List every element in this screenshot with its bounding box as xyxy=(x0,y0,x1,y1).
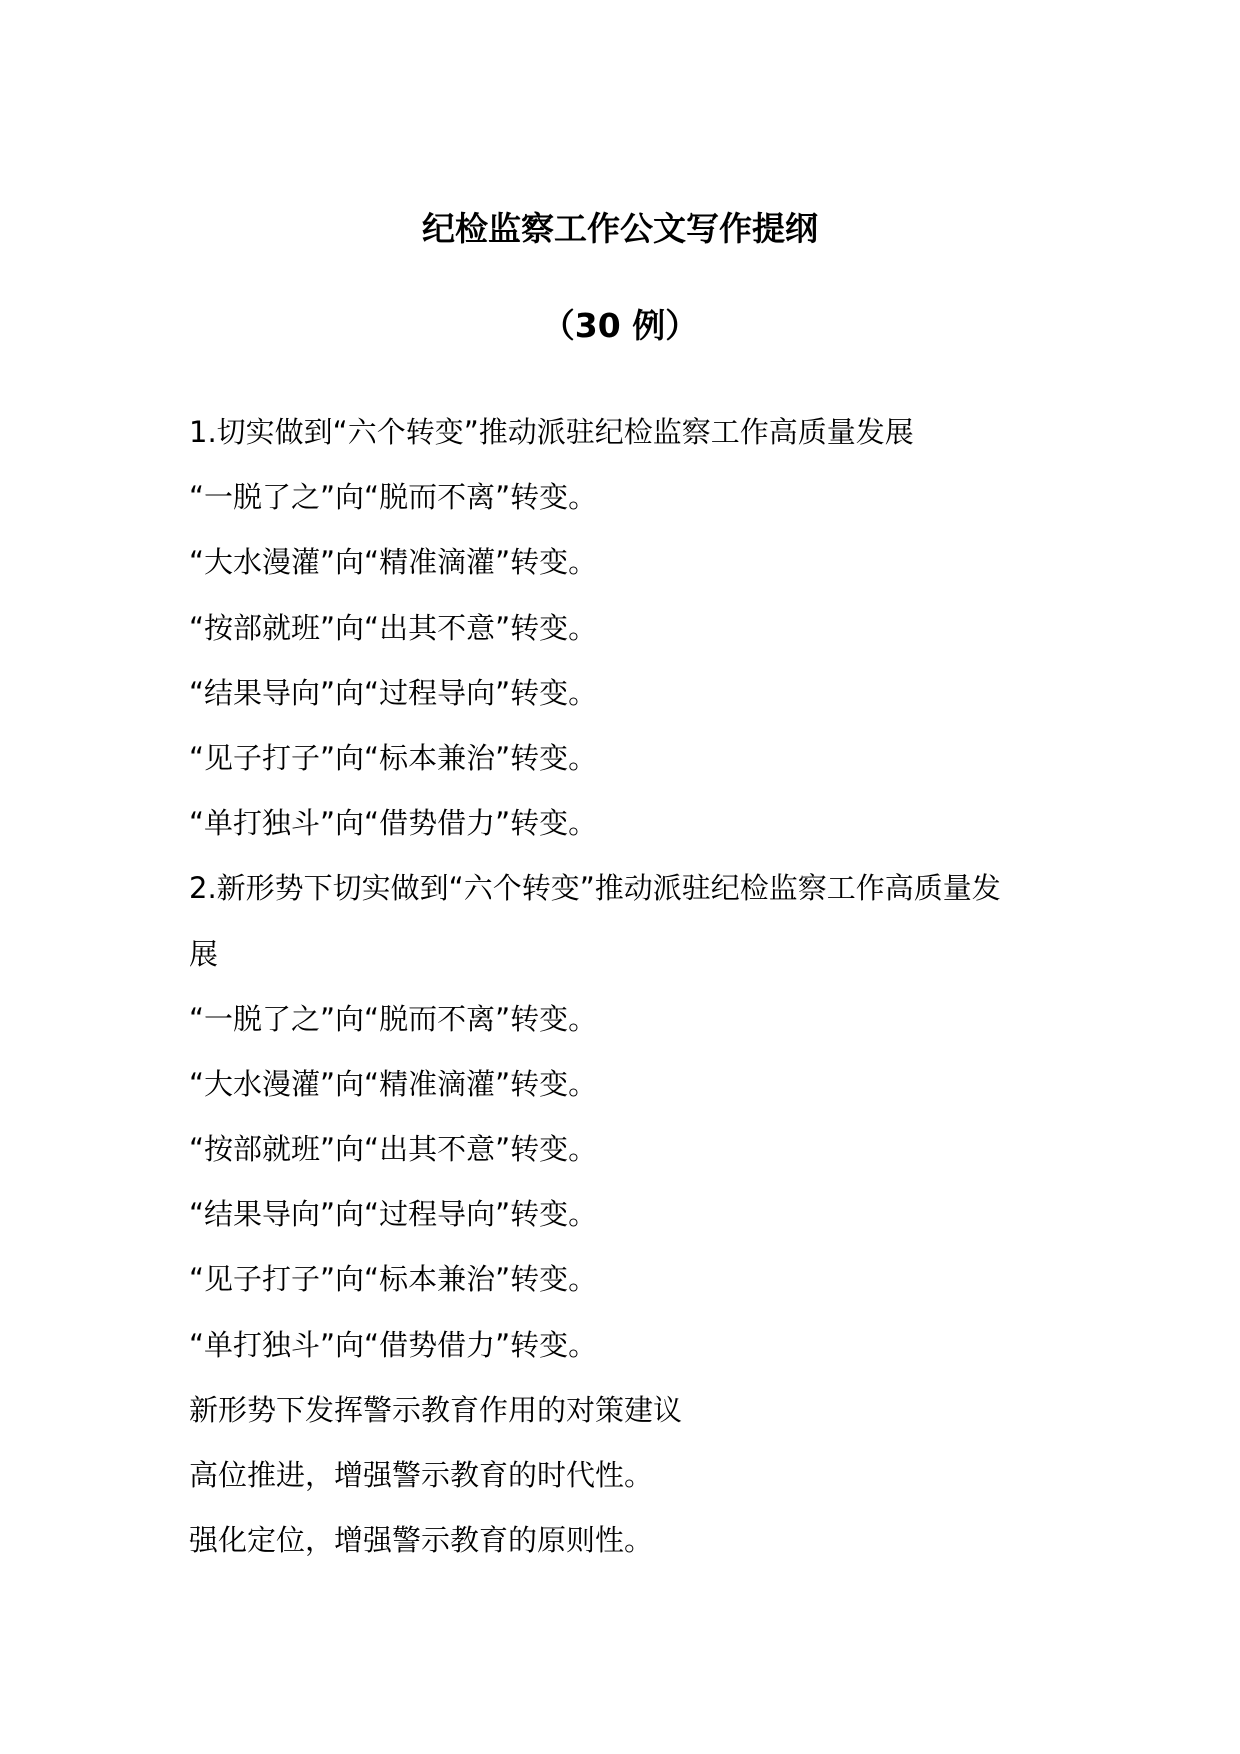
list-item: “见子打子”向“标本兼治”转变。 xyxy=(189,1262,598,1297)
document-title: 纪检监察工作公文写作提纲 xyxy=(422,209,818,248)
document-body xyxy=(189,400,1069,1573)
document-subtitle: （30 例） xyxy=(541,306,699,345)
list-item: “一脱了之”向“脱而不离”转变。 xyxy=(189,480,598,515)
list-item: 高位推进，增强警示教育的时代性。 xyxy=(189,1458,654,1492)
list-item: “单打独斗”向“借势借力”转变。 xyxy=(189,1327,598,1362)
list-item: 强化定位，增强警示教育的原则性。 xyxy=(189,1523,654,1558)
heading-item-2-continued: 展 xyxy=(189,936,219,971)
list-item: “大水漫灌”向“精准滴灌”转变。 xyxy=(189,545,598,580)
list-item: “结果导向”向“过程导向”转变。 xyxy=(189,675,598,710)
list-item: “结果导向”向“过程导向”转变。 xyxy=(189,1197,598,1232)
list-item: “见子打子”向“标本兼治”转变。 xyxy=(189,740,598,775)
list-item: “一脱了之”向“脱而不离”转变。 xyxy=(189,1001,598,1036)
heading-item-2: 2.新形势下切实做到“六个转变”推动派驻纪检监察工作高质量发 xyxy=(189,871,1001,906)
list-item: “大水漫灌”向“精准滴灌”转变。 xyxy=(189,1066,598,1101)
heading-item-3: 新形势下发挥警示教育作用的对策建议 xyxy=(189,1392,683,1427)
list-item: “按部就班”向“出其不意”转变。 xyxy=(189,610,598,645)
heading-item-1: 1.切实做到“六个转变”推动派驻纪检监察工作高质量发展 xyxy=(189,415,914,449)
list-item: “单打独斗”向“借势借力”转变。 xyxy=(189,806,598,841)
list-item: “按部就班”向“出其不意”转变。 xyxy=(189,1132,598,1167)
